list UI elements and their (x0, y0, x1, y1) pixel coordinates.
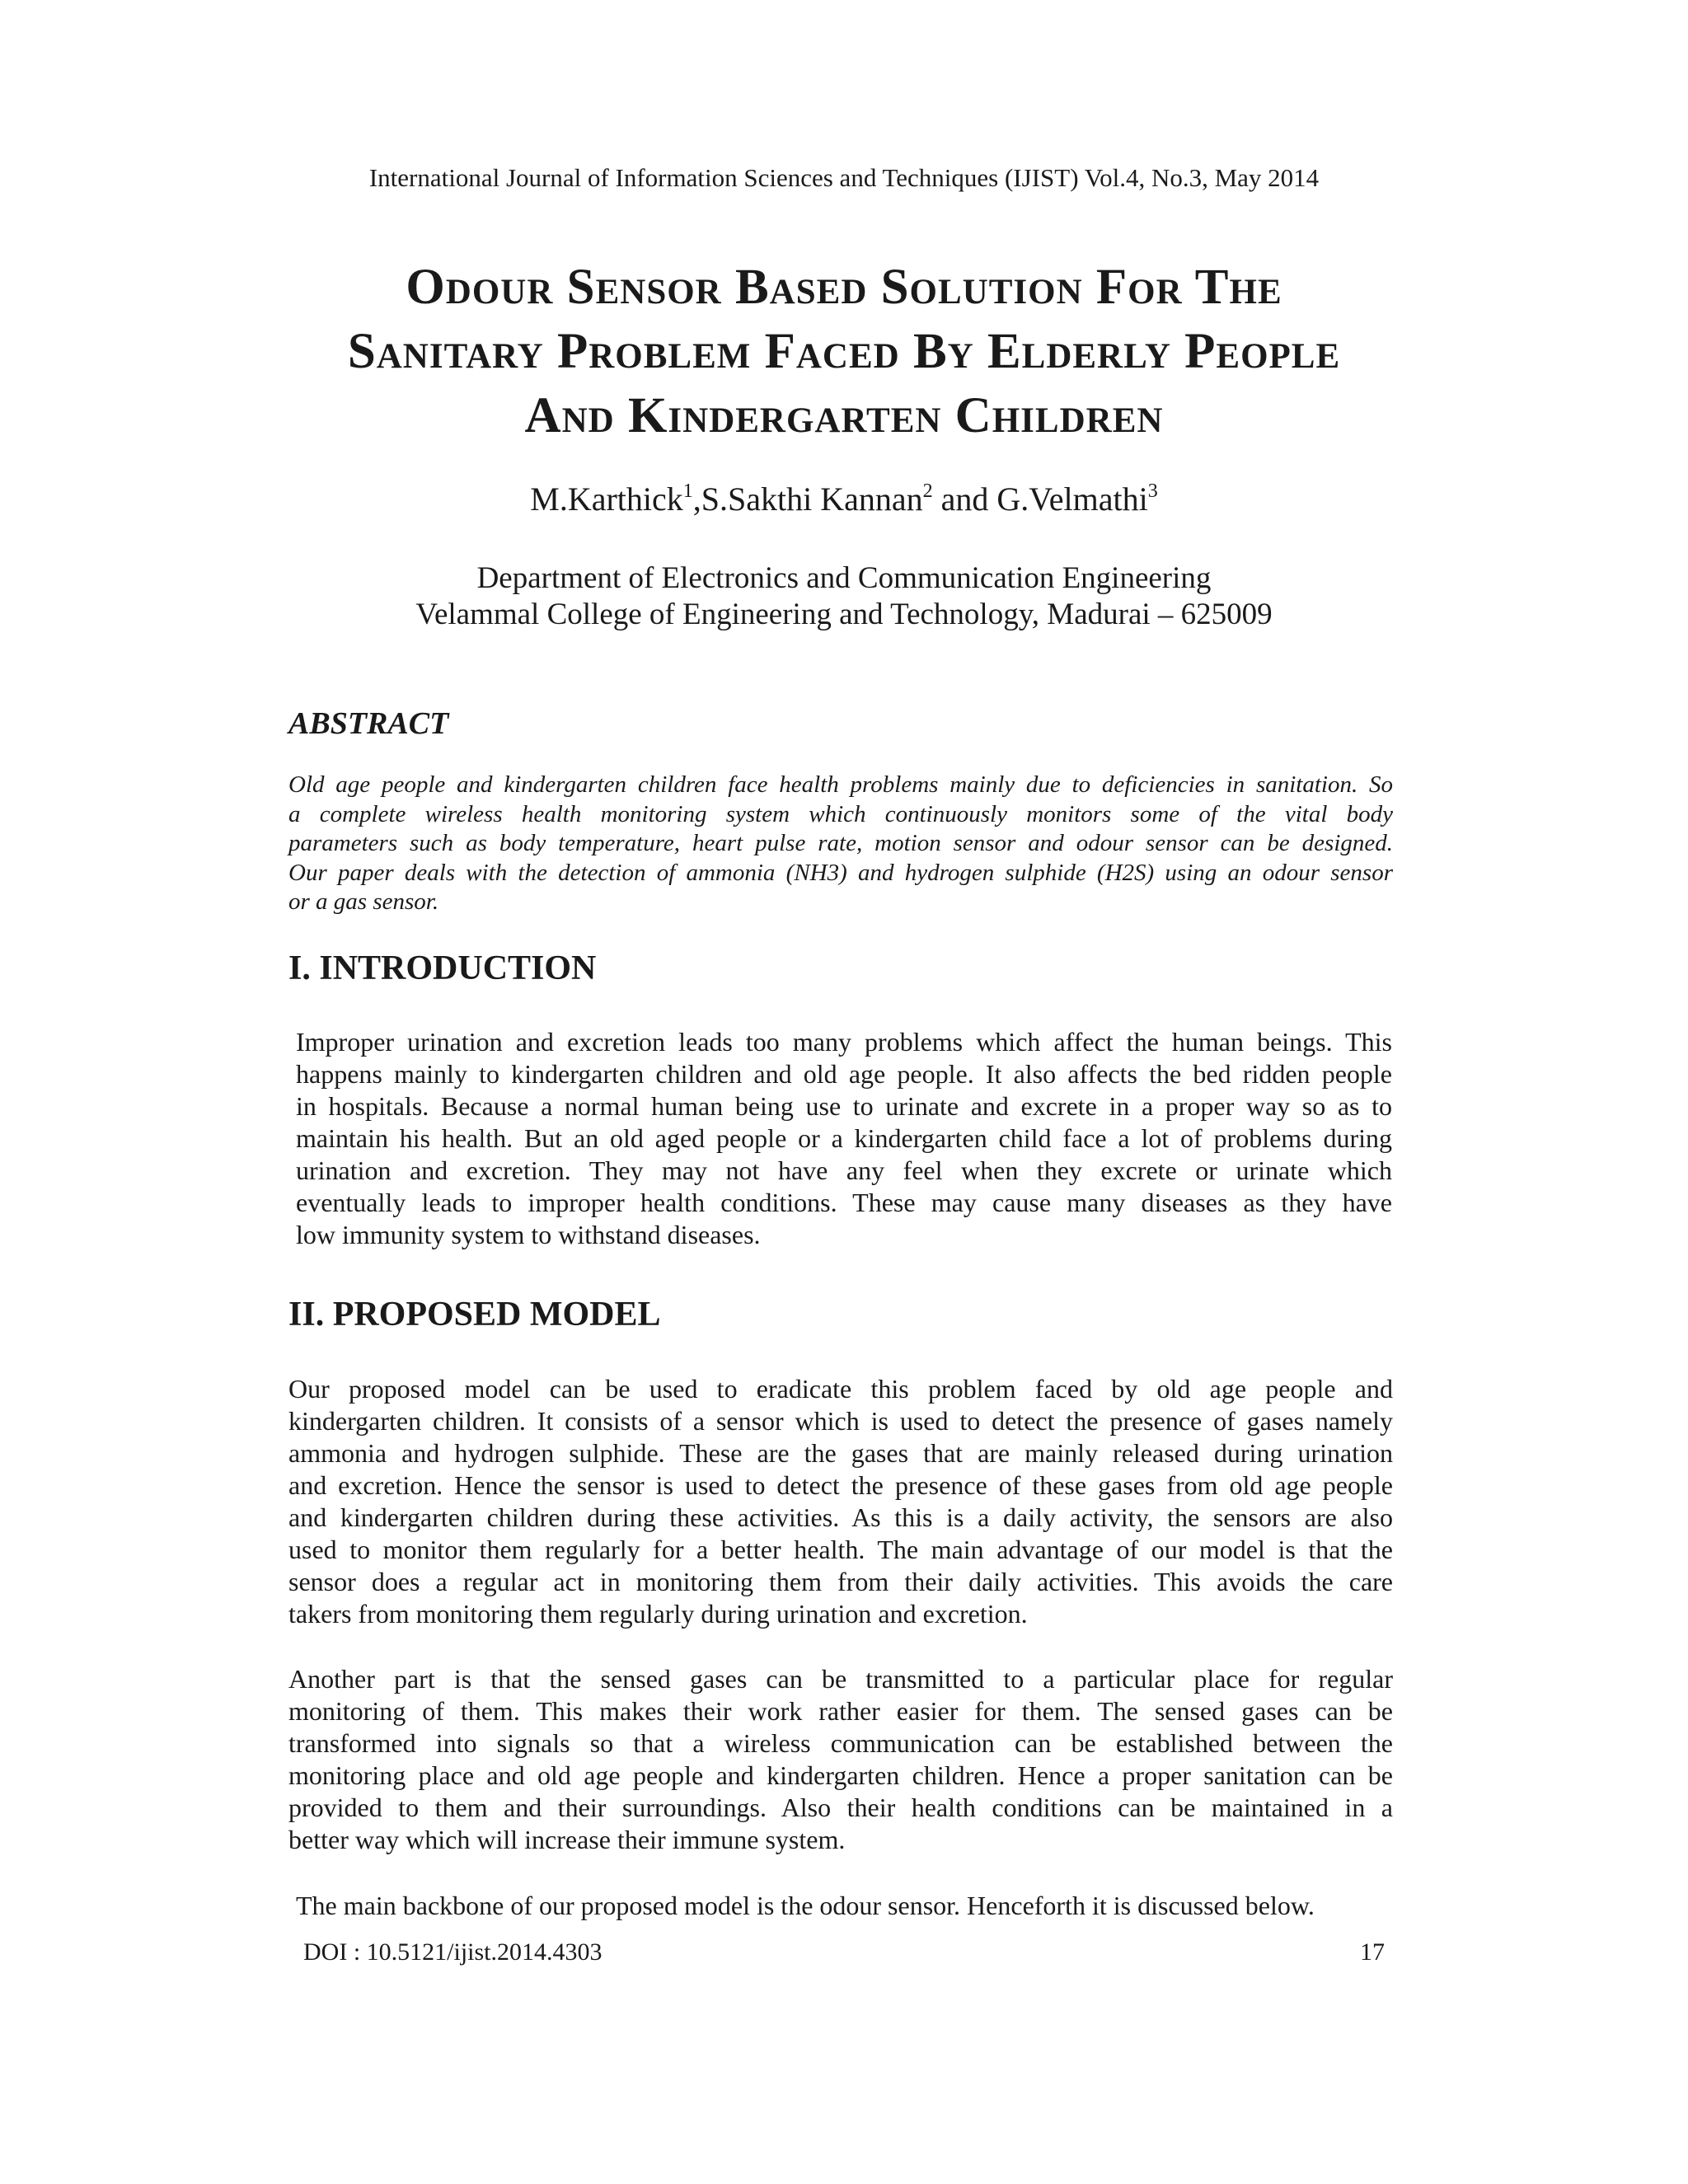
paragraph-line: monitoring place and old age people and kindergarten children. Hence a proper sanitation can be (288, 1760, 1393, 1790)
author-list (0, 478, 1688, 521)
paragraph-line: The main backbone of our proposed model is the odour sensor. Henceforth it is discussed below. (296, 1891, 1315, 1920)
page-number: 17 (1360, 1938, 1385, 1966)
paragraph-line: kindergarten children. It consists of a sensor which is used to detect the presence of gases namely (288, 1406, 1393, 1436)
paragraph-line: monitoring of them. This makes their work rather easier for them. The sensed gases can be (288, 1696, 1393, 1726)
author-name: M.Karthick (530, 480, 683, 518)
affiliation (0, 560, 1688, 633)
abstract-heading: ABSTRACT (288, 706, 449, 741)
section-heading-introduction: I. INTRODUCTION (288, 949, 597, 987)
title-line-2: Sanitary Problem Faced By Elderly People (347, 324, 1341, 379)
paragraph-line: Improper urination and excretion leads too many problems which affect the human beings. This (296, 1027, 1392, 1057)
paragraph-line: maintain his health. But an old aged people or a kindergarten child face a lot of problems during (296, 1123, 1392, 1153)
paragraph-line: sensor does a regular act in monitoring them from their daily activities. This avoids the care (288, 1567, 1393, 1596)
abstract-body (288, 771, 1393, 917)
section-heading-proposed-model: II. PROPOSED MODEL (288, 1296, 661, 1333)
paragraph-line: eventually leads to improper health conditions. These may cause many diseases as they have (296, 1188, 1392, 1217)
author-affiliation-marker: 1 (682, 480, 693, 502)
abstract-line: or a gas sensor. (288, 888, 439, 915)
paragraph-line: happens mainly to kindergarten children and old age people. It also affects the bed ridden people (296, 1059, 1392, 1089)
paragraph-line: takers from monitoring them regularly during urination and excretion. (288, 1599, 1028, 1629)
author-name: S.Sakthi Kannan (701, 480, 923, 518)
abstract-line: a complete wireless health monitoring system which continuously monitors some of the vital body (288, 800, 1393, 827)
proposed-model-paragraph-3 (296, 1890, 1400, 1922)
paragraph-line: better way which will increase their immune system. (288, 1825, 846, 1854)
title-line-1: Odour Sensor Based Solution For The (406, 260, 1282, 315)
abstract-line: Our paper deals with the detection of ammonia (NH3) and hydrogen sulphide (H2S) using an odour sensor (288, 859, 1393, 886)
introduction-paragraph (296, 1026, 1392, 1251)
affiliation-department: Department of Electronics and Communication Engineering (476, 561, 1212, 595)
paragraph-line: transformed into signals so that a wireless communication can be established between the (288, 1728, 1393, 1758)
paragraph-line: low immunity system to withstand diseases. (296, 1220, 761, 1249)
author-separator: and (932, 480, 997, 518)
proposed-model-paragraph-2 (288, 1663, 1393, 1856)
footer-doi: DOI : 10.5121/ijist.2014.4303 (303, 1938, 603, 1966)
author-affiliation-marker: 2 (922, 480, 933, 502)
proposed-model-paragraph-1 (288, 1373, 1393, 1630)
paragraph-line: Our proposed model can be used to eradicate this problem faced by old age people and (288, 1374, 1393, 1404)
paragraph-line: ammonia and hydrogen sulphide. These are the gases that are mainly released during urination (288, 1438, 1393, 1468)
title-line-3: And Kindergarten Children (524, 388, 1164, 443)
author-affiliation-marker: 3 (1147, 480, 1158, 502)
paragraph-line: in hospitals. Because a normal human being use to urinate and excrete in a proper way so as to (296, 1091, 1392, 1121)
abstract-line: Old age people and kindergarten children face health problems mainly due to deficiencies in sanitation. So (288, 771, 1393, 798)
paragraph-line: provided to them and their surroundings. Also their health conditions can be maintained in a (288, 1793, 1393, 1822)
paragraph-line: Another part is that the sensed gases can be transmitted to a particular place for regular (288, 1664, 1393, 1694)
paragraph-line: used to monitor them regularly for a better health. The main advantage of our model is that the (288, 1535, 1393, 1564)
affiliation-institution: Velammal College of Engineering and Technology, Madurai – 625009 (415, 598, 1273, 631)
paragraph-line: urination and excretion. They may not have any feel when they excrete or urinate which (296, 1155, 1392, 1185)
paragraph-line: and kindergarten children during these activities. As this is a daily activity, the sensors are also (288, 1502, 1393, 1532)
paper-title (206, 255, 1482, 448)
abstract-line: parameters such as body temperature, heart pulse rate, motion sensor and odour sensor can be designed. (288, 830, 1393, 856)
author-separator: , (692, 480, 701, 518)
journal-header: International Journal of Information Sciences and Techniques (IJIST) Vol.4, No.3, May 2014 (368, 163, 1320, 192)
paragraph-line: and excretion. Hence the sensor is used to detect the presence of these gases from old age people (288, 1470, 1393, 1500)
author-name: G.Velmathi (996, 480, 1148, 518)
